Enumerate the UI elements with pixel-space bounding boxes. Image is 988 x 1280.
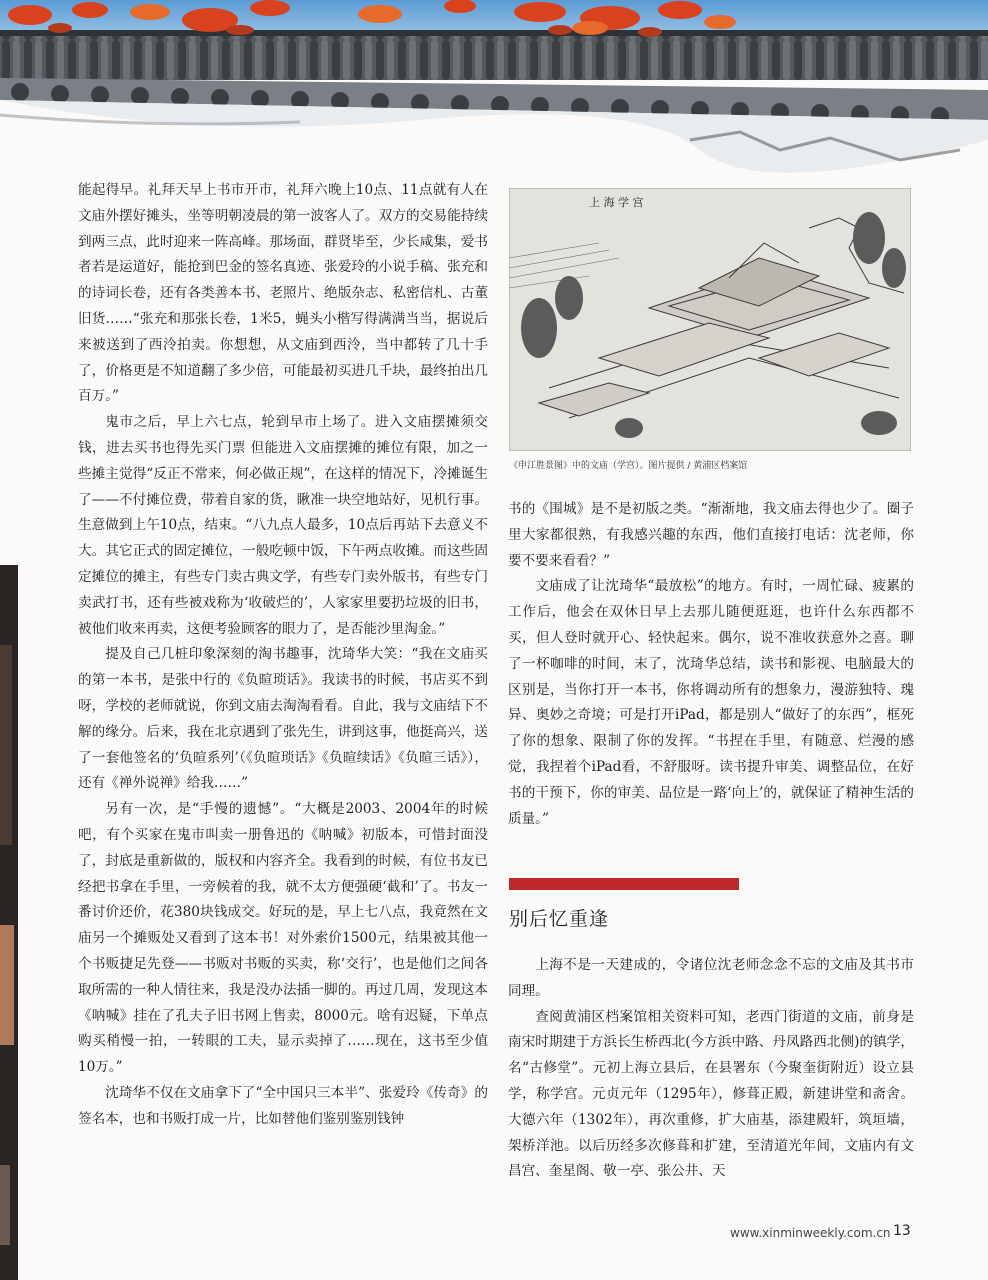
left-edge-photo [0, 565, 18, 1280]
illustration-inscription: 上 海 学 宫 [589, 196, 644, 209]
paragraph: 沈琦华不仅在文庙拿下了“全中国只三本半”、张爱玲《传奇》的签名本，也和书贩打成一片，比如替他们鉴别鉴别钱钟 [78, 1084, 488, 1127]
footer-website-url: www.xinminweekly.com.cn [730, 1226, 891, 1240]
section-accent-bar [509, 878, 739, 890]
article-right-column-top [508, 497, 914, 832]
paragraph: 提及自己几桩印象深刻的淘书趣事，沈琦华大笑：“我在文庙买的第一本书，是张中行的《负暄琐话》。我读书的时候，书店买不到呀，学校的老师就说，你到文庙去淘淘看看。自此，我与文庙结下不解的缘分。后来，我在北京遇到了张先生，讲到这事，他挺高兴，送了一套他签名的‘负暄系列’（《负暄琐话》《负暄续话》《负暄三话》），还有《禅外说禅》给我……” [78, 646, 488, 792]
paragraph: 能起得早。礼拜天早上书市开市，礼拜六晚上10点、11点就有人在文庙外摆好摊头，坐等明朝凌晨的第一波客人了。双方的交易能持续到两三点，此时迎来一阵高峰。那场面，群贤毕至，少长咸集，爱书者若是运道好，能抢到巴金的签名真迹、张爱玲的小说手稿、张充和的诗词长卷，还有各类善本书、老照片、绝版杂志、私密信札、古董旧货……“张充和那张长卷，1米5，蝇头小楷写得满满当当，据说后来被送到了西泠拍卖。你想想，从文庙到西泠，当中都转了几十手了，价格更是不知道翻了多少倍，可能最初买进几千块，最终拍出几百万。” [78, 182, 488, 405]
article-left-column [78, 178, 488, 1132]
section-title: 别后忆重逢 [509, 908, 610, 930]
page-number: 13 [893, 1223, 911, 1239]
paragraph: 另有一次，是“手慢的遗憾”。“大概是2003、2004年的时候吧，有个买家在鬼市叫卖一册鲁迅的《呐喊》初版本，可惜封面没了，封底是重新做的，版权和内容齐全。我看到的时候，有位书友已经把书拿在手里，一旁候着的我，就不太方便强硬‘截和’了。书友一番讨价还价，花380块钱成交。好玩的是，早上七八点，我竟然在文庙另一个摊贩处又看到了这本书！对外索价1500元，结果被其他一个书贩捷足先登——书贩对书贩的买卖，称‘交行’，也是他们之间各取所需的一种人情往来，我是没办法插一脚的。再过几周，发现这本《呐喊》挂在了孔夫子旧书网上售卖，8000元。啥有迟疑，下单点购买稍慢一拍，一转眼的工夫，显示卖掉了……现在，这书至少值10万。” [78, 801, 488, 1076]
paragraph: 书的《围城》是不是初版之类。“渐渐地，我文庙去得也少了。圈子里大家都很熟，有我感兴趣的东西，他们直接打电话：沈老师，你要不要来看看？” [508, 501, 914, 569]
paragraph: 鬼市之后，早上六七点，轮到早市上场了。进入文庙摆摊须交钱，进去买书也得先买门票 但能进入文庙摆摊的摊位有限，加之一些摊主觉得“反正不常来，何必做正规”，在这样的情况下，冷摊诞生了——不付摊位费，带着自家的货，瞅准一块空地站好，见机行事。生意做到上午10点，结束。“八九点人最多，10点后再站下去意义不大。其它正式的固定摊位，一般吃顿中饭，下午两点收摊。而这些固定摊位的摊主，有些专门卖古典文学，有些专门卖外版书，有些专门卖武打书，还有些被戏称为‘收破烂的’，人家家里要扔垃圾的旧书，被他们收来再卖，这便考验顾客的眼力了，是否能沙里淘金。” [78, 414, 488, 637]
paragraph: 查阅黄浦区档案馆相关资料可知，老西门街道的文庙，前身是南宋时期建于方浜长生桥西北(今方浜中路、丹凤路西北侧)的镇学，名“古修堂”。元初上海立县后，在县署东（今聚奎街附近）设立县学，称学宫。元贞元年（1295年），修葺正殿，新建讲堂和斋舍。大德六年（1302年），再次重修，扩大庙基，添建殿轩，筑垣墙，架桥洋池。以后历经多次修葺和扩建，至清道光年间，文庙内有文昌宫、奎星阁、敬一亭、张公井、天 [508, 1008, 914, 1180]
paragraph: 文庙成了让沈琦华“最放松”的地方。有时，一周忙碌、疲累的工作后，他会在双休日早上去那儿随便逛逛，也许什么东西都不买，但人登时就开心、轻快起来。偶尔，说不准收获意外之喜。聊了一杯咖啡的时间，末了，沈琦华总结，读书和影视、电脑最大的区别是，当你打开一本书，你将调动所有的想象力，漫游独特、瑰异、奥妙之奇境；可是打开iPad，都是别人“做好了的东西”，框死了你的想象、限制了你的发挥。“书捏在手里，有随意、烂漫的感觉，我捏着个iPad看，不舒服呀。读书提升审美、调整品位，在好书的干预下，你的审美、品位是一路‘向上’的，就保证了精神生活的质量。” [508, 578, 914, 827]
paragraph: 上海不是一天建成的，令诸位沈老师念念不忘的文庙及其书市同理。 [508, 957, 914, 999]
article-right-column-bottom [508, 953, 914, 1185]
header-banner-image [0, 0, 988, 178]
temple-illustration [509, 188, 911, 451]
figure-caption: 《申江胜景图》中的文庙（学宫）。图片提供 / 黄浦区档案馆 [509, 461, 748, 471]
